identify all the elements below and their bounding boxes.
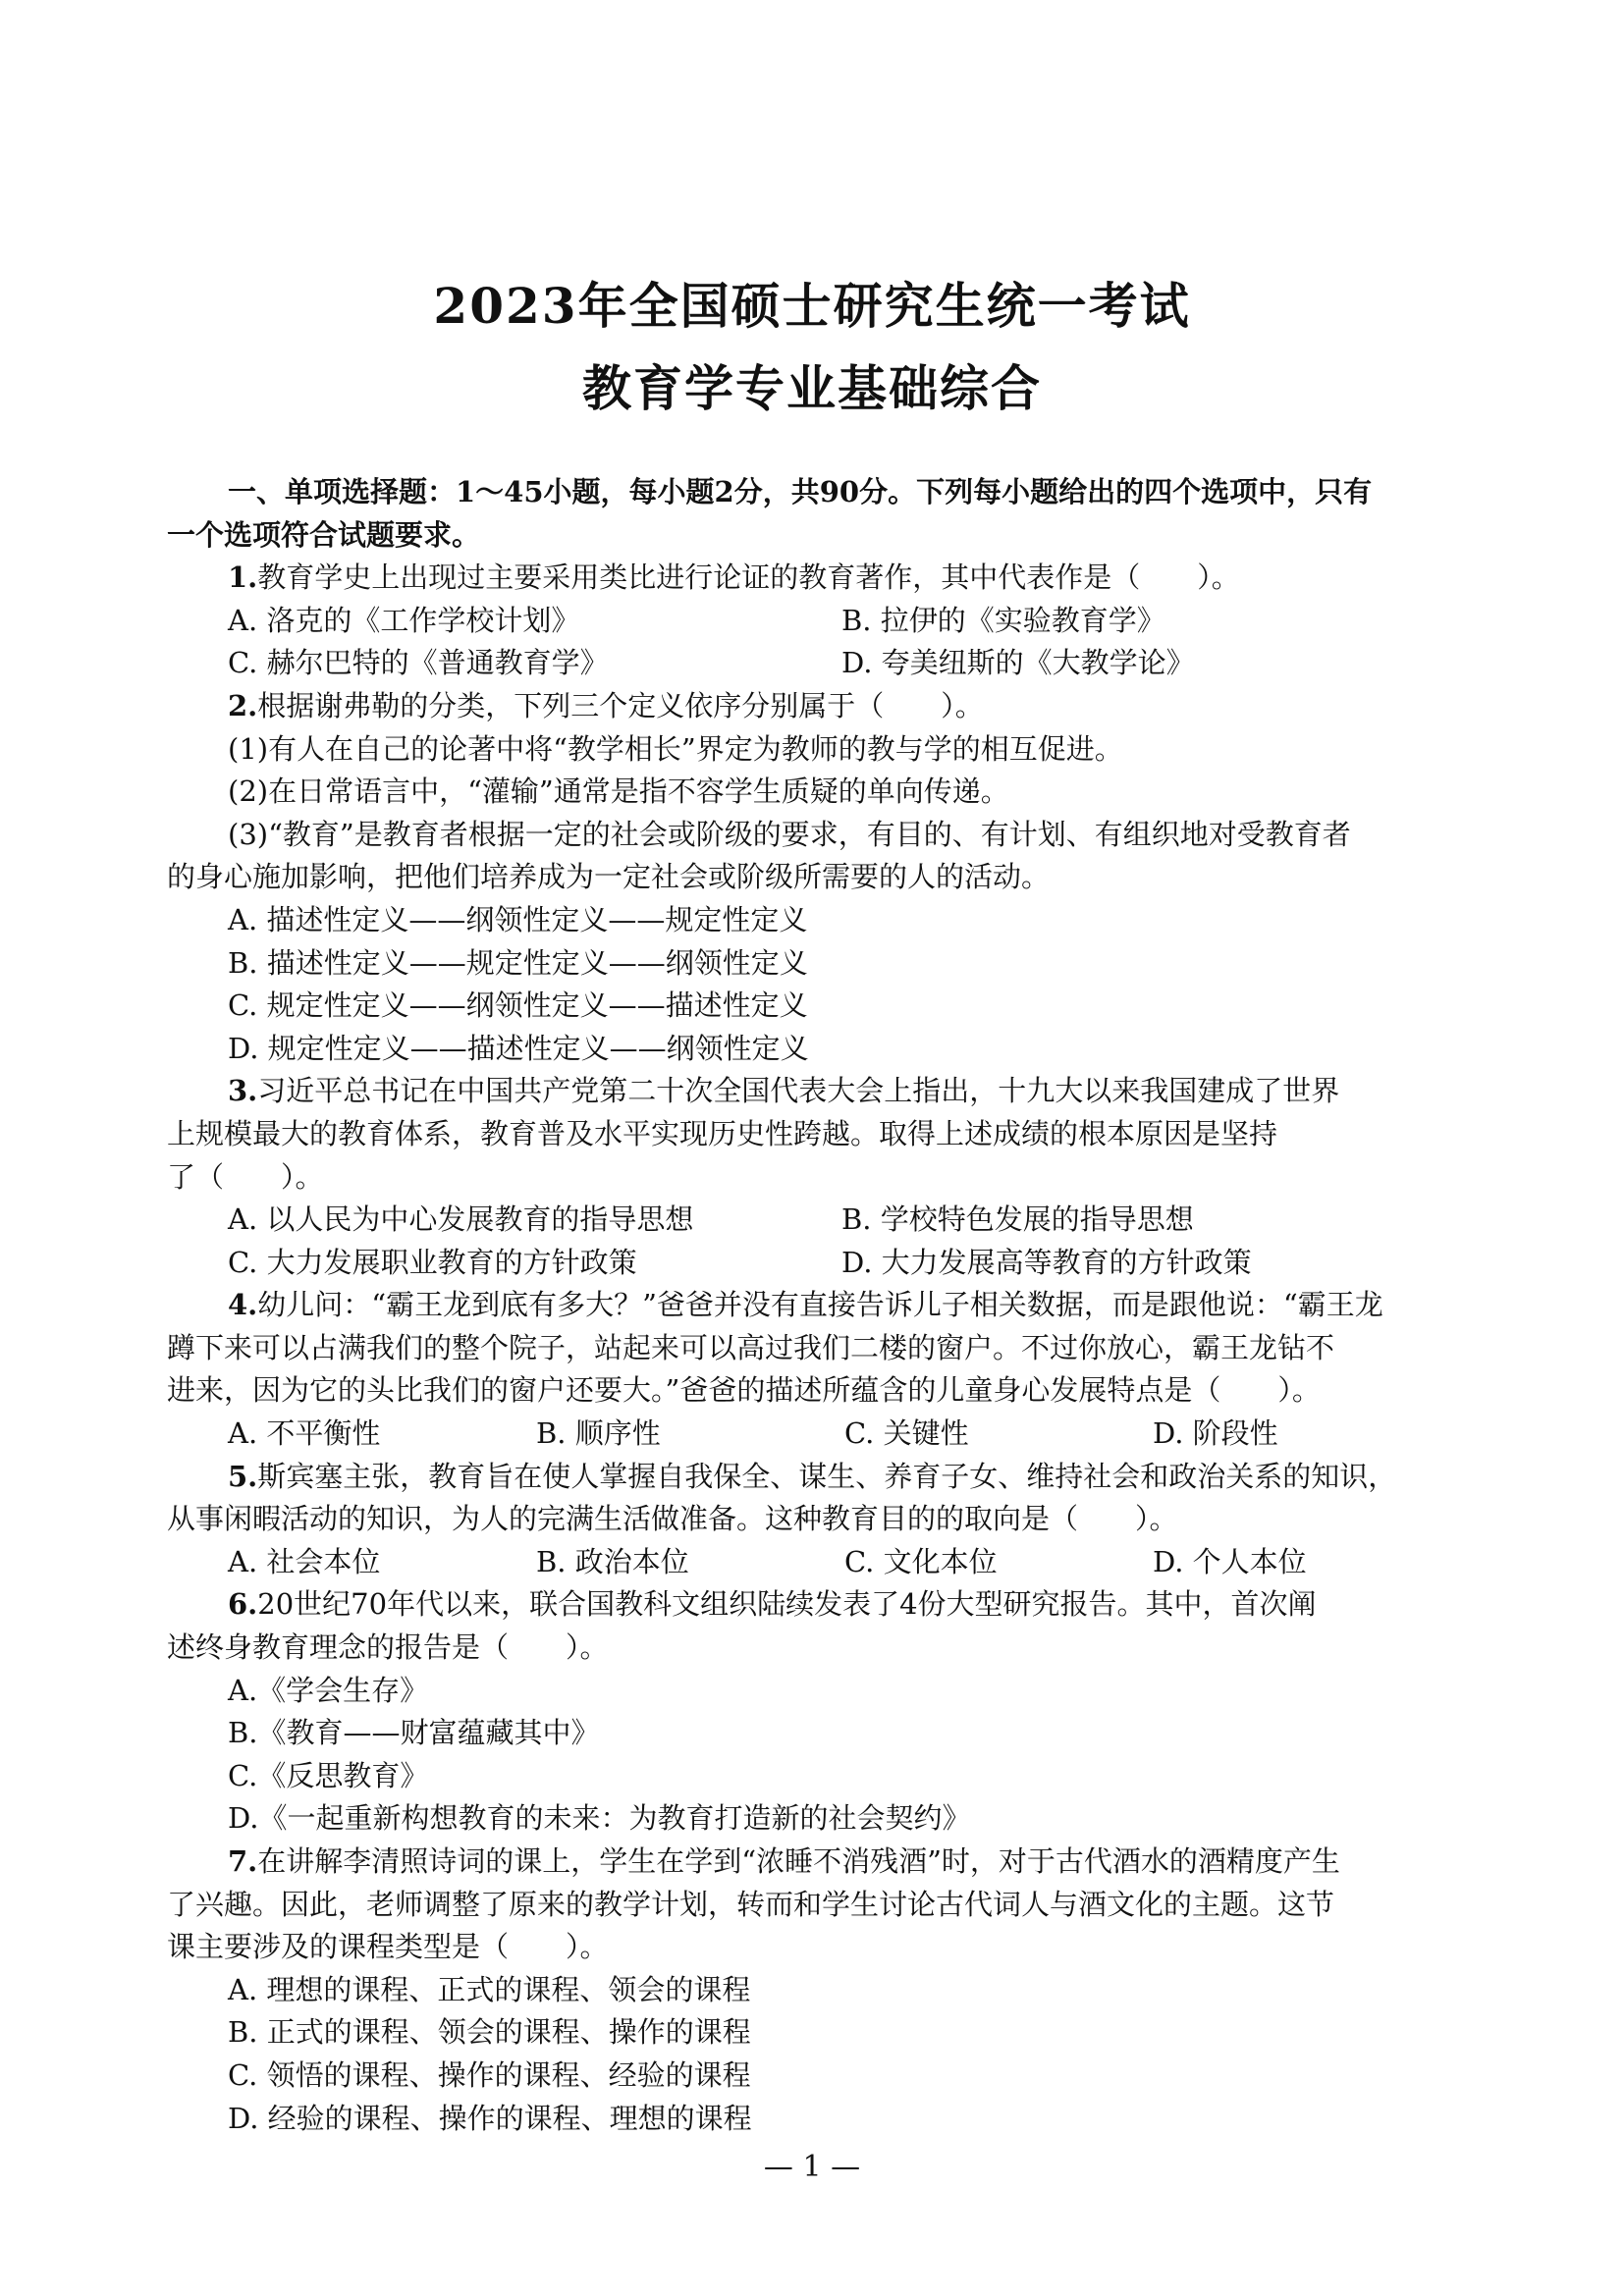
option-text: 社会本位 [266, 1544, 381, 1578]
option-label: B. [536, 1544, 567, 1578]
option-a [228, 1541, 536, 1584]
option-label: A. [228, 603, 258, 637]
option-label: A. [228, 1202, 258, 1237]
option-text: 领悟的课程、操作的课程、经验的课程 [266, 2057, 751, 2092]
option-text: 大力发展高等教育的方针政策 [881, 1245, 1252, 1279]
option-d [167, 1797, 1488, 1841]
option-text: 赫尔巴特的《普通教育学》 [266, 646, 609, 680]
question-text: 根据谢弗勒的分类，下列三个定义依序分别属于（ ）。 [257, 688, 984, 722]
option-label: D. [228, 1801, 259, 1836]
option-text: 理想的课程、正式的课程、领会的课程 [266, 1972, 751, 2006]
option-label: A. [228, 1416, 258, 1451]
question-stem-line: 课主要涉及的课程类型是（ ）。 [167, 1930, 609, 1964]
question-number: 1. [228, 561, 258, 595]
option-text: 洛克的《工作学校计划》 [266, 603, 580, 637]
question-5 [167, 1456, 1488, 1584]
option-label: D. [1153, 1416, 1184, 1451]
option-a [167, 1969, 1488, 2012]
option-c [228, 642, 841, 685]
title-block [0, 265, 1624, 430]
option-text: 描述性定义——纲领性定义——规定性定义 [266, 902, 808, 936]
section-heading-continued: 一个选项符合试题要求。 [167, 517, 481, 552]
option-text: 以人民为中心发展教育的指导思想 [266, 1202, 694, 1237]
option-label: A. [228, 1673, 258, 1707]
option-d [841, 642, 1455, 685]
option-text: 《学会生存》 [257, 1673, 429, 1707]
question-2 [167, 685, 1488, 1070]
question-stem-line: 了兴趣。因此，老师调整了原来的教学计划，转而和学生讨论古代词人与酒文化的主题。这节 [167, 1887, 1335, 1921]
option-a [228, 1413, 536, 1456]
page-number: — 1 — [763, 2150, 861, 2184]
option-text: 描述性定义——规定性定义——纲领性定义 [266, 945, 808, 980]
question-stem-line [167, 557, 1488, 600]
question-text: 在讲解李清照诗词的课上，学生在学到“浓睡不消残酒”时，对于古代酒水的酒精度产生 [257, 1844, 1340, 1878]
option-label: D. [1153, 1544, 1184, 1578]
question-text: 教育学史上出现过主要采用类比进行论证的教育著作，其中代表作是（ ）。 [257, 561, 1240, 595]
option-c [844, 1541, 1153, 1584]
option-label: B. [536, 1416, 567, 1451]
question-7 [167, 1841, 1488, 2140]
option-a [167, 899, 1488, 942]
statement-3: (3)“教育”是教育者根据一定的社会或阶级的要求，有目的、有计划、有组织地对受教育者 [228, 817, 1351, 851]
question-number: 6. [228, 1587, 258, 1622]
option-d [167, 1028, 1488, 1071]
question-number: 5. [228, 1459, 258, 1493]
option-d [167, 2098, 1488, 2141]
option-c [167, 985, 1488, 1028]
option-row [167, 600, 1488, 643]
question-number: 4. [228, 1288, 258, 1322]
option-label: C. [228, 1758, 258, 1792]
option-label: A. [228, 1544, 258, 1578]
option-d [1153, 1541, 1461, 1584]
option-d [1153, 1413, 1461, 1456]
question-1 [167, 557, 1488, 685]
option-label: A. [228, 1972, 258, 2006]
option-d [841, 1242, 1455, 1285]
option-label: B. [228, 1716, 258, 1750]
option-row [167, 642, 1488, 685]
question-text: 幼儿问：“霸王龙到底有多大？”爸爸并没有直接告诉儿子相关数据，而是跟他说：“霸王龙 [257, 1288, 1383, 1322]
option-row [167, 1413, 1488, 1456]
option-text: 夸美纽斯的《大教学论》 [881, 646, 1195, 680]
option-a [228, 1199, 841, 1242]
option-label: C. [844, 1416, 875, 1451]
question-stem-line [167, 1841, 1488, 1884]
option-row [167, 1199, 1488, 1242]
question-4 [167, 1284, 1488, 1455]
option-text: 大力发展职业教育的方针政策 [266, 1245, 637, 1279]
option-b [841, 1199, 1455, 1242]
question-stem-line: 上规模最大的教育体系，教育普及水平实现历史性跨越。取得上述成绩的根本原因是坚持 [167, 1116, 1278, 1150]
question-text: 斯宾塞主张，教育旨在使人掌握自我保全、谋生、养育子女、维持社会和政治关系的知识， [257, 1459, 1397, 1493]
option-text: 经验的课程、操作的课程、理想的课程 [267, 2101, 752, 2135]
option-b [536, 1541, 844, 1584]
statement-2: (2)在日常语言中，“灌输”通常是指不容学生质疑的单向传递。 [228, 774, 1009, 809]
question-stem-line: 进来，因为它的头比我们的窗户还要大。”爸爸的描述所蕴含的儿童身心发展特点是（ ）。 [167, 1373, 1321, 1408]
option-a [167, 1670, 1488, 1713]
option-label: B. [841, 603, 872, 637]
option-label: C. [844, 1544, 875, 1578]
option-row [167, 1242, 1488, 1285]
option-text: 文化本位 [883, 1544, 998, 1578]
option-text: 规定性定义——描述性定义——纲领性定义 [267, 1031, 809, 1065]
option-text: 拉伊的《实验教育学》 [880, 603, 1165, 637]
option-label: C. [228, 646, 258, 680]
question-stem-line [167, 685, 1488, 728]
option-text: 正式的课程、领会的课程、操作的课程 [266, 2015, 751, 2050]
section-heading: 一、单项选择题：1～45小题，每小题2分，共90分。下列每小题给出的四个选项中，只有 [228, 475, 1373, 508]
question-stem-line: 述终身教育理念的报告是（ ）。 [167, 1630, 609, 1665]
statement-3-continued: 的身心施加影响，把他们培养成为一定社会或阶级所需要的人的活动。 [167, 860, 1051, 894]
option-c [167, 1755, 1488, 1798]
option-b [167, 942, 1488, 986]
option-text: 阶段性 [1192, 1416, 1278, 1451]
option-label: D. [228, 1031, 259, 1065]
option-c [167, 2055, 1488, 2098]
option-label: D. [841, 646, 873, 680]
question-stem-line [167, 1583, 1488, 1627]
question-3 [167, 1070, 1488, 1284]
option-row [167, 1541, 1488, 1584]
statement-1: (1)有人在自己的论著中将“教学相长”界定为教师的教与学的相互促进。 [228, 731, 1123, 766]
option-text: 《一起重新构想教育的未来：为教育打造新的社会契约》 [258, 1801, 971, 1836]
option-c [844, 1413, 1153, 1456]
question-number: 3. [228, 1074, 258, 1108]
option-label: B. [228, 2015, 258, 2050]
option-b [841, 600, 1455, 643]
question-stem-line: 了（ ）。 [167, 1159, 324, 1194]
question-stem-line [167, 1284, 1488, 1327]
exam-subject: 教育学专业基础综合 [582, 359, 1042, 417]
option-text: 关键性 [883, 1416, 969, 1451]
option-text: 《教育——财富蕴藏其中》 [257, 1716, 600, 1750]
question-stem-line [167, 1456, 1488, 1499]
option-label: A. [228, 902, 258, 936]
option-text: 顺序性 [574, 1416, 661, 1451]
option-a [228, 600, 841, 643]
option-text: 学校特色发展的指导思想 [880, 1202, 1194, 1237]
option-label: C. [228, 2057, 258, 2092]
question-number: 7. [228, 1844, 258, 1878]
option-b [167, 1712, 1488, 1755]
exam-title: 2023年全国硕士研究生统一考试 [433, 277, 1191, 335]
option-b [167, 2011, 1488, 2055]
option-label: B. [841, 1202, 872, 1237]
question-stem-line: 蹲下来可以占满我们的整个院子，站起来可以高过我们二楼的窗户。不过你放心，霸王龙钻不 [167, 1330, 1335, 1364]
question-number: 2. [228, 688, 258, 722]
question-stem-line: 从事闲暇活动的知识，为人的完满生活做准备。这种教育目的的取向是（ ）。 [167, 1502, 1178, 1536]
option-text: 政治本位 [574, 1544, 689, 1578]
option-label: B. [228, 945, 258, 980]
option-text: 《反思教育》 [257, 1758, 429, 1792]
option-label: D. [841, 1245, 873, 1279]
question-stem-line [167, 1070, 1488, 1113]
option-b [536, 1413, 844, 1456]
content [167, 471, 1488, 2140]
question-text: 习近平总书记在中国共产党第二十次全国代表大会上指出，十九大以来我国建成了世界 [257, 1074, 1340, 1108]
option-label: D. [228, 2101, 259, 2135]
question-6 [167, 1583, 1488, 1841]
option-label: C. [228, 1245, 258, 1279]
option-text: 不平衡性 [266, 1416, 381, 1451]
option-text: 个人本位 [1192, 1544, 1307, 1578]
option-text: 规定性定义——纲领性定义——描述性定义 [266, 988, 808, 1023]
option-c [228, 1242, 841, 1285]
question-text: 20世纪70年代以来，联合国教科文组织陆续发表了4份大型研究报告。其中，首次阐 [257, 1587, 1317, 1622]
option-label: C. [228, 988, 258, 1023]
